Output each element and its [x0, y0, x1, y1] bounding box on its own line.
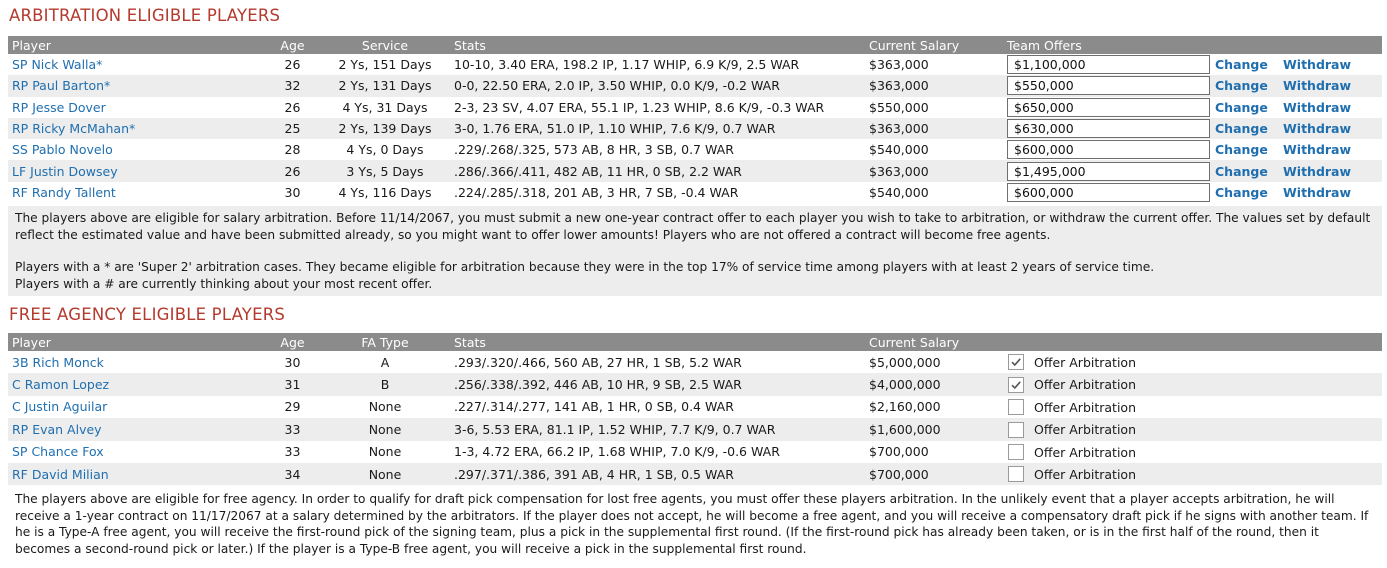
current-salary: $550,000 [865, 97, 1003, 118]
arbitration-header-row [8, 36, 1382, 54]
withdraw-offer-button[interactable]: Withdraw [1283, 184, 1352, 200]
free-agency-section-title: FREE AGENCY ELIGIBLE PLAYERS [9, 305, 286, 324]
withdraw-offer-button[interactable]: Withdraw [1283, 57, 1352, 73]
player-link[interactable]: SP Chance Fox [12, 444, 104, 460]
player-link[interactable]: RP Paul Barton* [12, 78, 111, 94]
change-offer-button[interactable]: Change [1215, 78, 1268, 94]
player-age: 33 [265, 441, 320, 463]
offer-arbitration-checkbox[interactable] [1008, 466, 1024, 482]
arbitration-note-thinking: Players with a # are currently thinking about your most recent offer. [15, 276, 433, 291]
arbitration-row [8, 75, 1382, 96]
player-link[interactable]: C Ramon Lopez [12, 377, 110, 393]
change-offer-button[interactable]: Change [1215, 57, 1268, 73]
player-service: 3 Ys, 5 Days [320, 160, 450, 181]
arbitration-note-super2: Players with a * are 'Super 2' arbitration cases. They became eligible for arbitration because they were in the top 17% of service time among players with at least 2 years of service time. [15, 260, 1155, 274]
player-age: 32 [265, 75, 320, 96]
current-salary: $363,000 [865, 75, 1003, 96]
withdraw-offer-button[interactable]: Withdraw [1283, 163, 1352, 179]
player-stats: .229/.268/.325, 573 AB, 8 HR, 3 SB, 0.7 WAR [450, 139, 865, 160]
change-offer-button[interactable]: Change [1215, 184, 1268, 200]
player-link[interactable]: LF Justin Dowsey [12, 163, 118, 179]
current-salary: $700,000 [865, 441, 1003, 463]
player-stats: .293/.320/.466, 560 AB, 27 HR, 1 SB, 5.2 WAR [450, 351, 865, 373]
player-age: 26 [265, 160, 320, 181]
checkmark-icon [1010, 379, 1022, 391]
player-age: 30 [265, 182, 320, 203]
player-age: 30 [265, 351, 320, 373]
fa-col-salary-header[interactable]: Current Salary [865, 333, 1003, 351]
arbitration-row [8, 160, 1382, 181]
withdraw-offer-button[interactable]: Withdraw [1283, 121, 1352, 137]
free-agency-table [8, 333, 1382, 485]
withdraw-offer-button[interactable]: Withdraw [1283, 78, 1352, 94]
player-link[interactable]: RP Evan Alvey [12, 421, 102, 437]
fa-type: None [320, 441, 450, 463]
player-link[interactable]: SS Pablo Novelo [12, 142, 113, 158]
arbitration-row [8, 118, 1382, 139]
offer-arbitration-checkbox[interactable] [1008, 354, 1024, 370]
offer-arbitration-label: Offer Arbitration [1034, 377, 1136, 393]
offer-arbitration-checkbox[interactable] [1008, 377, 1024, 393]
offer-arbitration-checkbox[interactable] [1008, 422, 1024, 438]
team-offer-input[interactable] [1007, 98, 1210, 117]
team-offer-input[interactable] [1007, 162, 1210, 181]
arbitration-row [8, 182, 1382, 203]
player-stats: .256/.338/.392, 446 AB, 10 HR, 9 SB, 2.5 WAR [450, 373, 865, 395]
arbitration-row [8, 97, 1382, 118]
col-salary-header[interactable]: Current Salary [865, 36, 1003, 54]
fa-col-type-header[interactable]: FA Type [320, 333, 450, 351]
change-offer-button[interactable]: Change [1215, 142, 1268, 158]
offer-arbitration-label: Offer Arbitration [1034, 354, 1136, 370]
player-link[interactable]: C Justin Aguilar [12, 399, 108, 415]
current-salary: $363,000 [865, 160, 1003, 181]
player-age: 25 [265, 118, 320, 139]
arbitration-note-main: The players above are eligible for salary arbitration. Before 11/14/2067, you must submit a new one-year contract offer to each player you wish to take to arbitration, or withdraw the current offer. The values set by default reflect the estimated value and have been submitted already, so you might want to offer lower amounts! Players who are not offered a contract will become free agents. [15, 211, 1371, 242]
withdraw-offer-button[interactable]: Withdraw [1283, 99, 1352, 115]
arbitration-row [8, 139, 1382, 160]
team-offer-input[interactable] [1007, 55, 1210, 74]
current-salary: $363,000 [865, 118, 1003, 139]
current-salary: $5,000,000 [865, 351, 1003, 373]
col-age-header[interactable]: Age [265, 36, 320, 54]
fa-type: None [320, 418, 450, 440]
player-link[interactable]: 3B Rich Monck [12, 354, 104, 370]
player-age: 26 [265, 97, 320, 118]
current-salary: $2,160,000 [865, 396, 1003, 418]
fa-col-player-header[interactable]: Player [8, 333, 265, 351]
fa-type: None [320, 463, 450, 485]
offer-arbitration-label: Offer Arbitration [1034, 399, 1136, 415]
fa-type: None [320, 396, 450, 418]
arbitration-notes [8, 206, 1382, 296]
current-salary: $540,000 [865, 182, 1003, 203]
current-salary: $4,000,000 [865, 373, 1003, 395]
player-stats: 3-6, 5.53 ERA, 81.1 IP, 1.52 WHIP, 7.7 K/9, 0.7 WAR [450, 418, 865, 440]
free-agency-header-row [8, 333, 1382, 351]
change-offer-button[interactable]: Change [1215, 163, 1268, 179]
player-service: 2 Ys, 151 Days [320, 54, 450, 75]
player-age: 29 [265, 396, 320, 418]
player-stats: 0-0, 22.50 ERA, 2.0 IP, 3.50 WHIP, 0.0 K/9, -0.2 WAR [450, 75, 865, 96]
current-salary: $540,000 [865, 139, 1003, 160]
fa-type: A [320, 351, 450, 373]
offer-arbitration-label: Offer Arbitration [1034, 466, 1136, 482]
free-agency-row [8, 418, 1382, 440]
player-stats: 2-3, 23 SV, 4.07 ERA, 55.1 IP, 1.23 WHIP, 8.6 K/9, -0.3 WAR [450, 97, 865, 118]
player-stats: 3-0, 1.76 ERA, 51.0 IP, 1.10 WHIP, 7.6 K/9, 0.7 WAR [450, 118, 865, 139]
current-salary: $1,600,000 [865, 418, 1003, 440]
player-stats: .286/.366/.411, 482 AB, 11 HR, 0 SB, 2.2 WAR [450, 160, 865, 181]
player-age: 31 [265, 373, 320, 395]
player-service: 4 Ys, 0 Days [320, 139, 450, 160]
player-age: 34 [265, 463, 320, 485]
checkmark-icon [1010, 356, 1022, 368]
fa-col-stats-header: Stats [450, 333, 865, 351]
col-stats-header: Stats [450, 36, 865, 54]
player-link[interactable]: RF Randy Tallent [12, 184, 116, 200]
offer-arbitration-checkbox[interactable] [1008, 444, 1024, 460]
fa-col-age-header[interactable]: Age [265, 333, 320, 351]
col-player-header[interactable]: Player [8, 36, 265, 54]
team-offer-input[interactable] [1007, 76, 1210, 95]
withdraw-offer-button[interactable]: Withdraw [1283, 142, 1352, 158]
player-stats: .297/.371/.386, 391 AB, 4 HR, 1 SB, 0.5 WAR [450, 463, 865, 485]
player-age: 28 [265, 139, 320, 160]
team-offer-input[interactable] [1007, 183, 1210, 202]
free-agency-row [8, 463, 1382, 485]
offer-arbitration-checkbox[interactable] [1008, 399, 1024, 415]
free-agency-row [8, 441, 1382, 463]
player-stats: 1-3, 4.72 ERA, 66.2 IP, 1.68 WHIP, 7.0 K/9, -0.6 WAR [450, 441, 865, 463]
player-age: 33 [265, 418, 320, 440]
free-agency-note: The players above are eligible for free agency. In order to qualify for draft pick compensation for lost free agents, you must offer these players arbitration. In the unlikely event that a player accepts arbitration, he will receive a 1-year contract on 11/17/2067 at a salary determined by the arbitrators. If the player does not accept, he will become a free agent, and you will receive a compensatory draft pick if he signs with another team. If he is a Type-A free agent, you will receive the first-round pick of the signing team, plus a pick in the supplemental first round. (If the first-round pick has already been taken, or is in the first half of the round, then it becomes a second-round pick or later.) If the player is a Type-B free agent, you will receive a pick in the supplemental first round. [15, 492, 1369, 556]
player-link[interactable]: RP Jesse Dover [12, 99, 106, 115]
free-agency-row [8, 373, 1382, 395]
player-service: 2 Ys, 131 Days [320, 75, 450, 96]
player-service: 4 Ys, 116 Days [320, 182, 450, 203]
arbitration-section-title: ARBITRATION ELIGIBLE PLAYERS [9, 6, 281, 25]
team-offer-input[interactable] [1007, 140, 1210, 159]
arbitration-row [8, 54, 1382, 75]
change-offer-button[interactable]: Change [1215, 99, 1268, 115]
change-offer-button[interactable]: Change [1215, 121, 1268, 137]
player-stats: .227/.314/.277, 141 AB, 1 HR, 0 SB, 0.4 WAR [450, 396, 865, 418]
offer-arbitration-label: Offer Arbitration [1034, 444, 1136, 460]
team-offer-input[interactable] [1007, 119, 1210, 138]
arbitration-table [8, 36, 1382, 203]
current-salary: $363,000 [865, 54, 1003, 75]
player-link[interactable]: SP Nick Walla* [12, 57, 103, 73]
player-age: 26 [265, 54, 320, 75]
free-agency-row [8, 351, 1382, 373]
player-service: 4 Ys, 31 Days [320, 97, 450, 118]
col-offers-header: Team Offers [1003, 36, 1211, 54]
fa-type: B [320, 373, 450, 395]
col-service-header[interactable]: Service [320, 36, 450, 54]
player-stats: 10-10, 3.40 ERA, 198.2 IP, 1.17 WHIP, 6.9 K/9, 2.5 WAR [450, 54, 865, 75]
current-salary: $700,000 [865, 463, 1003, 485]
player-link[interactable]: RP Ricky McMahan* [12, 121, 136, 137]
offer-arbitration-label: Offer Arbitration [1034, 422, 1136, 438]
player-stats: .224/.285/.318, 201 AB, 3 HR, 7 SB, -0.4 WAR [450, 182, 865, 203]
player-service: 2 Ys, 139 Days [320, 118, 450, 139]
player-link[interactable]: RF David Milian [12, 466, 109, 482]
free-agency-row [8, 396, 1382, 418]
